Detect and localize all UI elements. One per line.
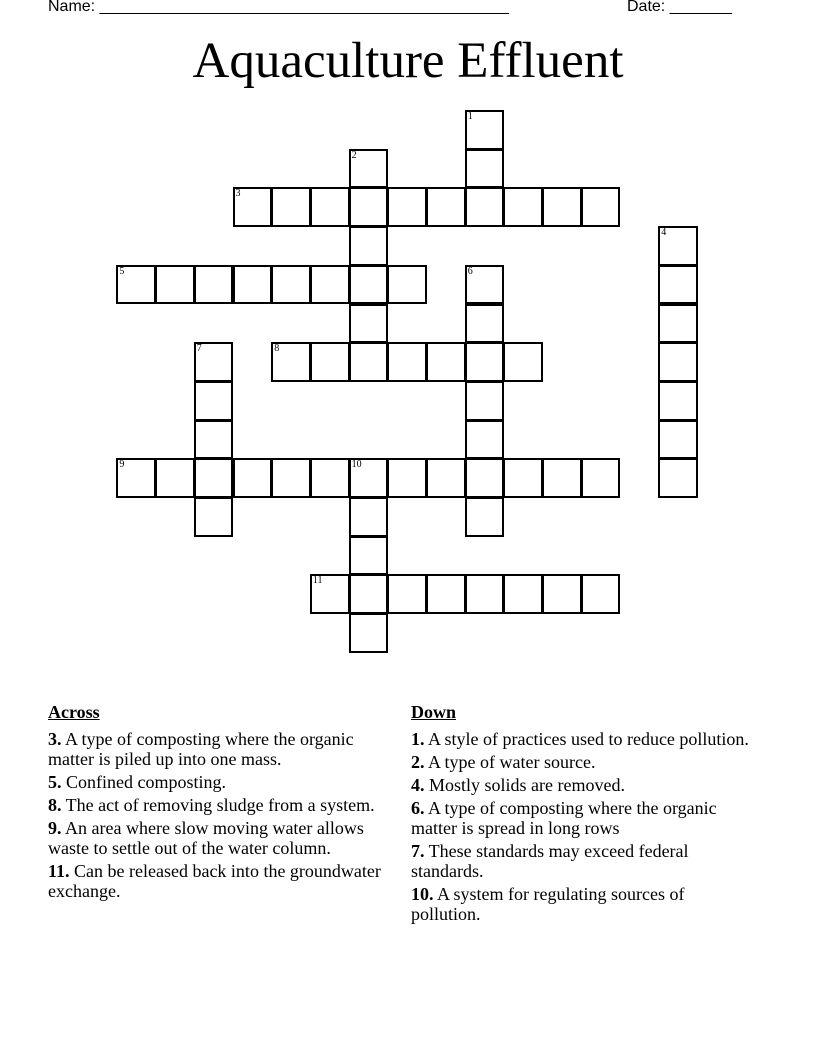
grid-cell[interactable]: [155, 265, 195, 305]
grid-cell[interactable]: [233, 187, 273, 227]
grid-cell[interactable]: [387, 458, 427, 498]
grid-cell[interactable]: [387, 265, 427, 305]
grid-cell[interactable]: [387, 187, 427, 227]
down-clues: [411, 701, 756, 927]
clue-number: 10: [351, 459, 362, 471]
clue-text: Can be released back into the groundwater exchange.: [48, 861, 381, 901]
down-clue: [411, 841, 756, 881]
grid-cell[interactable]: [465, 187, 505, 227]
grid-cell[interactable]: [465, 149, 505, 189]
grid-cell[interactable]: [271, 265, 311, 305]
clue-label-number: 6.: [411, 798, 425, 818]
grid-cell[interactable]: [465, 304, 505, 344]
grid-cell[interactable]: [465, 458, 505, 498]
grid-cell[interactable]: [542, 187, 582, 227]
down-clue-list: [411, 729, 756, 924]
grid-cell[interactable]: [581, 458, 621, 498]
grid-cell[interactable]: [310, 574, 350, 614]
clue-number: 3: [235, 188, 241, 200]
grid-cell[interactable]: [310, 265, 350, 305]
grid-cell[interactable]: [542, 574, 582, 614]
grid-cell[interactable]: [194, 497, 234, 537]
grid-cell[interactable]: [233, 265, 273, 305]
clue-text: These standards may exceed federal standards.: [411, 841, 689, 881]
grid-cell[interactable]: [310, 342, 350, 382]
grid-cell[interactable]: [658, 458, 698, 498]
grid-cell[interactable]: [349, 536, 389, 576]
across-heading: Across: [48, 702, 100, 722]
name-field[interactable]: Name: ______________________________________________: [48, 0, 509, 15]
clue-label-number: 8.: [48, 795, 62, 815]
grid-cell[interactable]: [155, 458, 195, 498]
grid-cell[interactable]: [116, 458, 156, 498]
grid-cell[interactable]: [349, 342, 389, 382]
clue-number: 2: [351, 149, 357, 161]
date-field[interactable]: Date: _______: [627, 0, 732, 15]
grid-cell[interactable]: [581, 574, 621, 614]
grid-cell[interactable]: [349, 613, 389, 653]
grid-cell[interactable]: [503, 342, 543, 382]
grid-cell[interactable]: [271, 342, 311, 382]
clue-label-number: 3.: [48, 729, 62, 749]
clue-label-number: 5.: [48, 772, 62, 792]
across-clues: [48, 701, 398, 904]
clue-number: 6: [467, 265, 473, 277]
across-clue: [48, 772, 398, 792]
grid-cell[interactable]: [503, 458, 543, 498]
clue-text: Mostly solids are removed.: [424, 775, 625, 795]
grid-cell[interactable]: [465, 574, 505, 614]
clue-number: 11: [312, 575, 323, 587]
grid-cell[interactable]: [426, 574, 466, 614]
grid-cell[interactable]: [426, 342, 466, 382]
clue-text: An area where slow moving water allows waste to settle out of the water column.: [48, 818, 364, 858]
grid-cell[interactable]: [271, 458, 311, 498]
across-clue: [48, 818, 398, 858]
across-clue: [48, 729, 398, 769]
down-clue: [411, 752, 756, 772]
clue-label-number: 7.: [411, 841, 425, 861]
down-clue: [411, 798, 756, 838]
grid-cell[interactable]: [542, 458, 582, 498]
down-clue: [411, 729, 756, 749]
grid-cell[interactable]: [465, 381, 505, 421]
down-clue: [411, 884, 756, 924]
grid-cell[interactable]: [349, 149, 389, 189]
clue-text: The act of removing sludge from a system.: [61, 795, 375, 815]
grid-cell[interactable]: [658, 226, 698, 266]
clue-text: A system for regulating sources of pollution.: [411, 884, 685, 924]
grid-cell[interactable]: [194, 342, 234, 382]
grid-cell[interactable]: [233, 458, 273, 498]
grid-cell[interactable]: [465, 110, 505, 150]
clue-number: 1: [467, 111, 473, 122]
clue-text: A type of composting where the organic matter is spread in long rows: [411, 798, 717, 838]
grid-cell[interactable]: [349, 226, 389, 266]
grid-cell[interactable]: [194, 458, 234, 498]
grid-cell[interactable]: [387, 574, 427, 614]
grid-cell[interactable]: [310, 458, 350, 498]
across-clue: [48, 861, 398, 901]
grid-cell[interactable]: [116, 265, 156, 305]
clue-text: A type of composting where the organic matter is piled up into one mass.: [48, 729, 354, 769]
clue-text: Confined composting.: [61, 772, 226, 792]
clue-label-number: 4.: [411, 775, 425, 795]
page-title: Aquaculture Effluent: [192, 33, 624, 89]
grid-cell[interactable]: [194, 381, 234, 421]
grid-cell[interactable]: [658, 342, 698, 382]
down-clue: [411, 775, 756, 795]
grid-cell[interactable]: [349, 458, 389, 498]
clue-label-number: 11.: [48, 861, 70, 881]
grid-cell[interactable]: [387, 342, 427, 382]
clue-number: 7: [196, 343, 202, 355]
grid-cell[interactable]: [349, 497, 389, 537]
grid-cell[interactable]: [581, 187, 621, 227]
grid-cell[interactable]: [465, 497, 505, 537]
grid-cell[interactable]: [426, 187, 466, 227]
clue-text: A style of practices used to reduce pollution.: [424, 729, 749, 749]
grid-cell[interactable]: [349, 187, 389, 227]
grid-cell[interactable]: [658, 265, 698, 305]
grid-cell[interactable]: [310, 187, 350, 227]
grid-cell[interactable]: [349, 304, 389, 344]
grid-cell[interactable]: [271, 187, 311, 227]
clue-text: A type of water source.: [424, 752, 596, 772]
grid-cell[interactable]: [194, 265, 234, 305]
grid-cell[interactable]: [658, 420, 698, 460]
grid-cell[interactable]: [465, 420, 505, 460]
grid-cell[interactable]: [503, 187, 543, 227]
grid-cell[interactable]: [658, 381, 698, 421]
clue-number: 4: [661, 227, 667, 239]
clue-number: 8: [274, 343, 280, 355]
grid-cell[interactable]: [658, 304, 698, 344]
grid-cell[interactable]: [465, 265, 505, 305]
clue-number: 5: [119, 265, 125, 277]
clue-label-number: 2.: [411, 752, 425, 772]
grid-cell[interactable]: [194, 420, 234, 460]
clue-number: 9: [119, 459, 125, 471]
grid-cell[interactable]: [503, 574, 543, 614]
across-clue-list: [48, 729, 398, 901]
grid-cell[interactable]: [426, 458, 466, 498]
clue-label-number: 9.: [48, 818, 62, 838]
clue-label-number: 10.: [411, 884, 434, 904]
down-heading: Down: [411, 702, 457, 722]
grid-cell[interactable]: [465, 342, 505, 382]
across-clue: [48, 795, 398, 815]
grid-cell[interactable]: [349, 265, 389, 305]
clue-label-number: 1.: [411, 729, 425, 749]
grid-cell[interactable]: [349, 574, 389, 614]
